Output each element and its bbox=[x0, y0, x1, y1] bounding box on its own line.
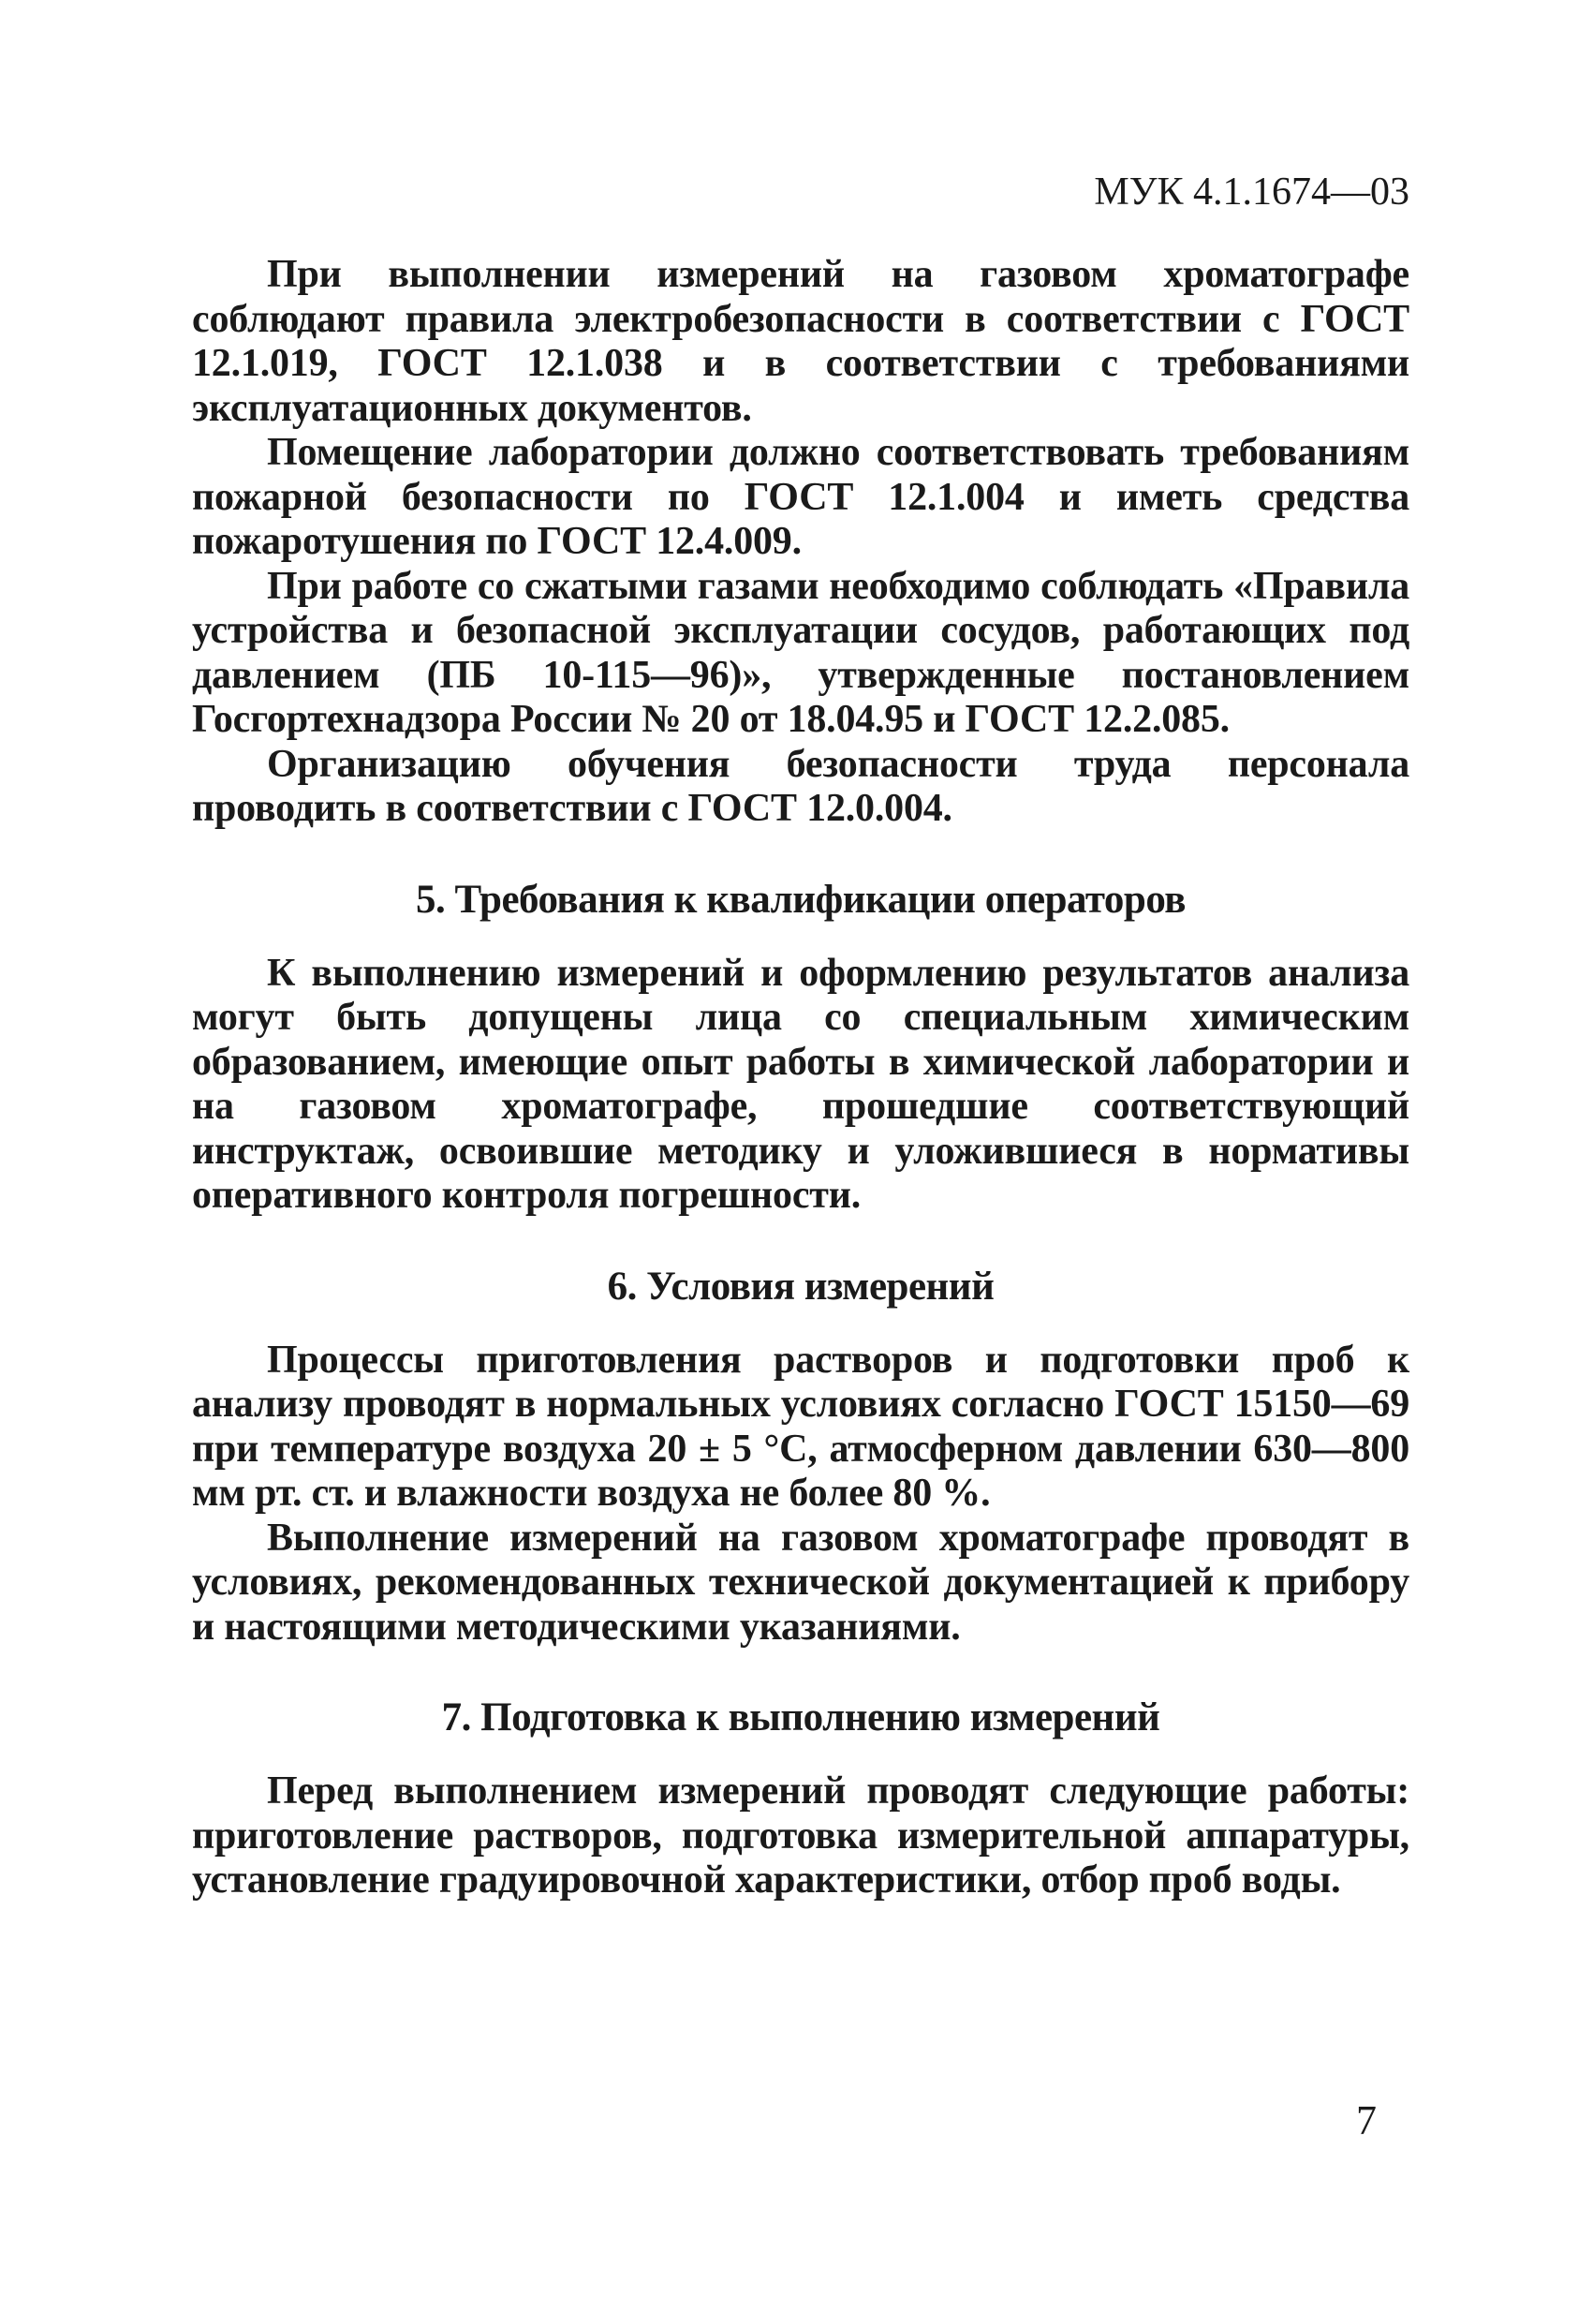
paragraph: При работе со сжатыми газами необходимо соблюдать «Правила устройства и безопасной эксплуатации сосудов, работающих под давлением (ПБ 10-115—96)», утвержденные постановлением Госгортехнадзора России № 20 от 18.04.95 и ГОСТ 12.2.085. bbox=[192, 564, 1409, 742]
section-safety bbox=[192, 253, 1409, 832]
section-heading: 6. Условия измерений bbox=[607, 1264, 995, 1309]
paragraph: Процессы приготовления растворов и подготовки проб к анализу проводят в нормальных условиях согласно ГОСТ 15150—69 при температуре воздуха 20 ± 5 °С, атмосферном давлении 630—800 мм рт. ст. и влажности воздуха не более 80 %. bbox=[192, 1338, 1409, 1516]
page-number: 7 bbox=[1356, 2097, 1377, 2143]
paragraph: Помещение лаборатории должно соответствовать требованиям пожарной безопасности по ГОСТ 12.1.004 и иметь средства пожаротушения по ГОСТ 12.4.009. bbox=[192, 431, 1409, 564]
paragraph: Перед выполнением измерений проводят следующие работы: приготовление растворов, подготовка измерительной аппаратуры, установление градуировочной характеристики, отбор проб воды. bbox=[192, 1769, 1409, 1902]
document-page bbox=[192, 169, 1409, 1903]
section-heading: 5. Требования к квалификации операторов bbox=[415, 877, 1186, 922]
section-5-operator-qualification bbox=[192, 877, 1409, 1219]
running-head: МУК 4.1.1674—03 bbox=[1094, 170, 1409, 214]
paragraph: Выполнение измерений на газовом хроматографе проводят в условиях, рекомендованных технической документацией к прибору и настоящими методическими указаниями. bbox=[192, 1516, 1409, 1649]
section-heading: 7. Подготовка к выполнению измерений bbox=[441, 1695, 1160, 1740]
paragraph: К выполнению измерений и оформлению результатов анализа могут быть допущены лица со специальным химическим образованием, имеющие опыт работы в химической лаборатории и на газовом хроматографе, прошедшие соответствующий инструктаж, освоившие методику и уложившиеся в нормативы оперативного контроля погрешности. bbox=[192, 951, 1409, 1218]
paragraph: Организацию обучения безопасности труда персонала проводить в соответствии с ГОСТ 12.0.004. bbox=[192, 742, 1409, 831]
section-7-measurement-preparation bbox=[192, 1695, 1409, 1903]
section-6-measurement-conditions bbox=[192, 1264, 1409, 1650]
paragraph: При выполнении измерений на газовом хроматографе соблюдают правила электробезопасности в соответствии с ГОСТ 12.1.019, ГОСТ 12.1.038 и в соответствии с требованиями эксплуатационных документов. bbox=[192, 253, 1409, 430]
